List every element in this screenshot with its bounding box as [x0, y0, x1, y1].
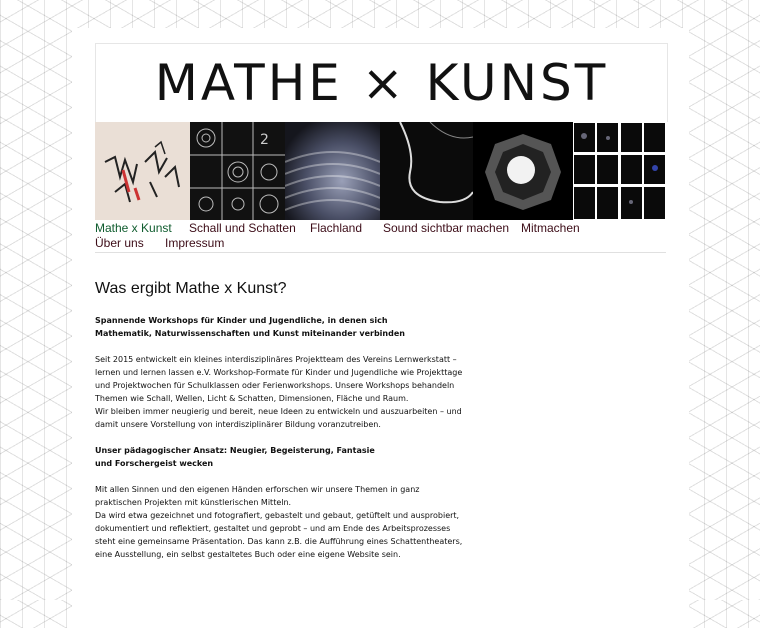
nav-item-mathe-x-kunst[interactable]: Mathe x Kunst — [95, 221, 172, 235]
paragraph-line: lernen und lernen lassen e.V. Workshop-Formate für Kinder und Jugendliche wie Projekttage — [95, 368, 463, 377]
page-container — [72, 28, 689, 628]
header-image-photo-grid — [573, 122, 666, 220]
header-image-sketch — [95, 122, 190, 220]
paragraph-line: Themen wie Schall, Wellen, Licht & Schatten, Dimensionen, Fläche und Raum. — [95, 394, 409, 403]
header-image-ring — [473, 122, 573, 220]
nav-item-schall-und-schatten[interactable]: Schall und Schatten — [189, 221, 296, 235]
site-banner[interactable] — [95, 43, 668, 122]
paragraph-line: Da wird etwa gezeichnet und fotografiert, gebastelt und gebaut, getüftelt und ausprobiert, — [95, 511, 460, 520]
paragraph-line: und Projektwochen für Schulklassen oder Ferienworkshops. Unsere Workshops behandeln — [95, 381, 455, 390]
nav-divider — [95, 252, 666, 253]
header-image-light-trace — [380, 122, 473, 220]
page-title: Was ergibt Mathe x Kunst? — [95, 280, 287, 297]
paragraph-line: eine Ausstellung, ein selbst gestaltetes Buch oder eine eigene Website sein. — [95, 550, 401, 559]
paragraph-line: praktischen Projekten mit künstlerischen Mitteln. — [95, 498, 292, 507]
paragraph-line: damit unsere Vorstellung von interdisziplinärer Bildung voranzutreiben. — [95, 420, 381, 429]
header-image-waves — [285, 122, 380, 220]
nav-item-sound-sichtbar-machen[interactable]: Sound sichtbar machen — [383, 221, 510, 235]
nav-item-impressum[interactable]: Impressum — [165, 236, 225, 250]
intro-bold-line: Spannende Workshops für Kinder und Jugendliche, in denen sich — [95, 316, 388, 325]
nav-row-1 — [95, 221, 666, 236]
paragraph-line: Wir bleiben immer neugierig und bereit, neue Ideen zu entwickeln und auszuarbeiten – und — [95, 407, 462, 416]
nav-item-ueber-uns[interactable]: Über uns — [95, 236, 144, 250]
intro-bold-line: Mathematik, Naturwissenschaften und Kunst miteinander verbinden — [95, 329, 405, 338]
header-image-strip — [95, 122, 666, 220]
nav-row-2 — [95, 236, 666, 251]
header-image-chalk-circles — [190, 122, 285, 220]
nav-item-mitmachen[interactable]: Mitmachen — [521, 221, 580, 235]
paragraph-line: steht eine gemeinsame Präsentation. Das kann z.B. die Aufführung eines Schattentheaters, — [95, 537, 463, 546]
approach-bold-line: Unser pädagogischer Ansatz: Neugier, Begeisterung, Fantasie — [95, 446, 375, 455]
approach-bold-line: und Forschergeist wecken — [95, 459, 214, 468]
main-content — [95, 280, 495, 561]
paragraph-line: Seit 2015 entwickelt ein kleines interdisziplinäres Projektteam des Vereins Lernwerkstatt – — [95, 355, 457, 364]
site-title[interactable]: MATHE × KUNST — [154, 54, 609, 112]
paragraph-line: dokumentiert und reflektiert, gestaltet und geprobt – und am Ende des Arbeitsprozesses — [95, 524, 451, 533]
main-nav — [95, 221, 666, 251]
nav-item-flachland[interactable]: Flachland — [310, 221, 363, 235]
paragraph-line: Mit allen Sinnen und den eigenen Händen erforschen wir unsere Themen in ganz — [95, 485, 420, 494]
svg-text:2: 2 — [260, 132, 269, 148]
